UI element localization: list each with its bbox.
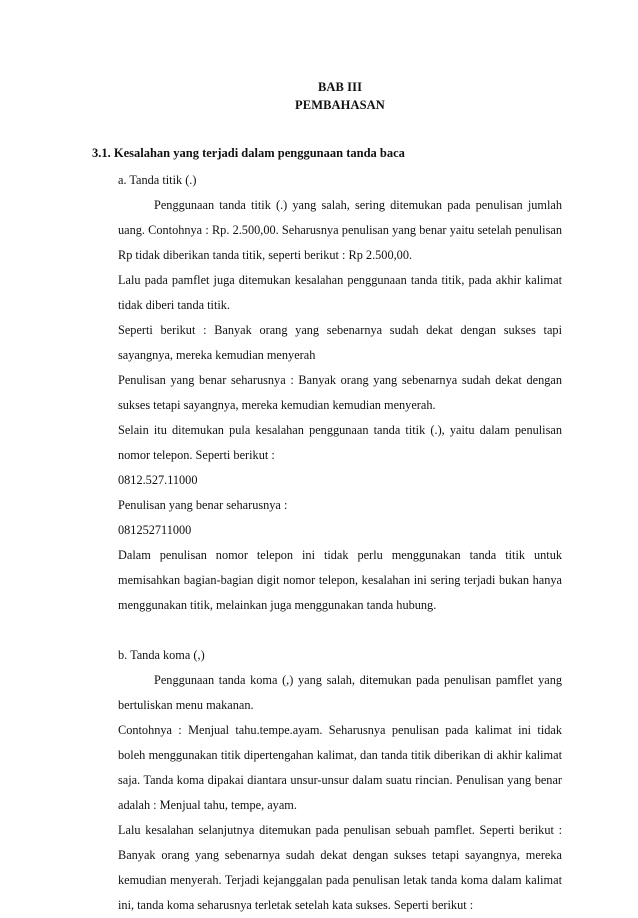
section-heading: 3.1. Kesalahan yang terjadi dalam penggunaan tanda baca bbox=[92, 146, 405, 160]
subsection-heading-a: a. Tanda titik (.) bbox=[118, 173, 197, 187]
phone-number-correct: 081252711000 bbox=[118, 523, 192, 537]
phone-number-wrong: 0812.527.11000 bbox=[118, 473, 198, 487]
subsection-heading-b: b. Tanda koma (,) bbox=[118, 648, 205, 662]
chapter-title: PEMBAHASAN bbox=[295, 98, 385, 112]
paragraph: Penulisan yang benar seharusnya : Banyak orang yang sebenarnya sudah dekat dengan sukses tetapi sayangnya, mereka kemudian kemudian menyerah. bbox=[118, 373, 562, 412]
paragraph: Selain itu ditemukan pula kesalahan penggunaan tanda titik (.), yaitu dalam penulisan nomor telepon. Seperti berikut : bbox=[118, 423, 562, 462]
paragraph: Seperti berikut : Banyak orang yang sebenarnya sudah dekat dengan sukses tapi sayangnya, mereka kemudian menyerah bbox=[118, 323, 562, 362]
paragraph: Dalam penulisan nomor telepon ini tidak perlu menggunakan tanda titik untuk memisahkan bagian-bagian digit nomor telepon, kesalahan ini sering terjadi bukan hanya menggunakan titik, melainkan juga menggunakan tanda hubung. bbox=[118, 548, 562, 612]
paragraph: Lalu kesalahan selanjutnya ditemukan pada penulisan sebuah pamflet. Seperti berikut : Banyak orang yang sebenarnya sudah dekat dengan sukses tetapi sayangnya, mereka kemudian menyerah. Terjadi kejanggalan pada penulisan letak tanda koma dalam kalimat ini, tanda koma seharusnya terletak setelah kata sukses. Seperti berikut : bbox=[118, 823, 562, 912]
paragraph: Penggunaan tanda titik (.) yang salah, sering ditemukan pada penulisan jumlah uang. Contohnya : Rp. 2.500,00. Seharusnya penulisan yang benar yaitu setelah penulisan Rp tidak diberikan tanda titik, seperti berikut : Rp 2.500,00. bbox=[118, 198, 562, 262]
paragraph: Lalu pada pamflet juga ditemukan kesalahan penggunaan tanda titik, pada akhir kalimat tidak diberi tanda titik. bbox=[118, 273, 562, 312]
paragraph: Penggunaan tanda koma (,) yang salah, ditemukan pada penulisan pamflet yang bertuliskan menu makanan. bbox=[118, 673, 562, 712]
document-body bbox=[118, 168, 562, 918]
paragraph: Contohnya : Menjual tahu.tempe.ayam. Seharusnya penulisan pada kalimat ini tidak boleh menggunakan titik dipertengahan kalimat, dan tanda titik diberikan di akhir kalimat saja. Tanda koma dipakai diantara unsur-unsur dalam suatu rincian. Penulisan yang benar adalah : Menjual tahu, tempe, ayam. bbox=[118, 723, 562, 812]
spacer bbox=[118, 618, 562, 643]
chapter-number: BAB III bbox=[317, 80, 363, 94]
paragraph: Penulisan yang benar seharusnya : bbox=[118, 498, 288, 512]
